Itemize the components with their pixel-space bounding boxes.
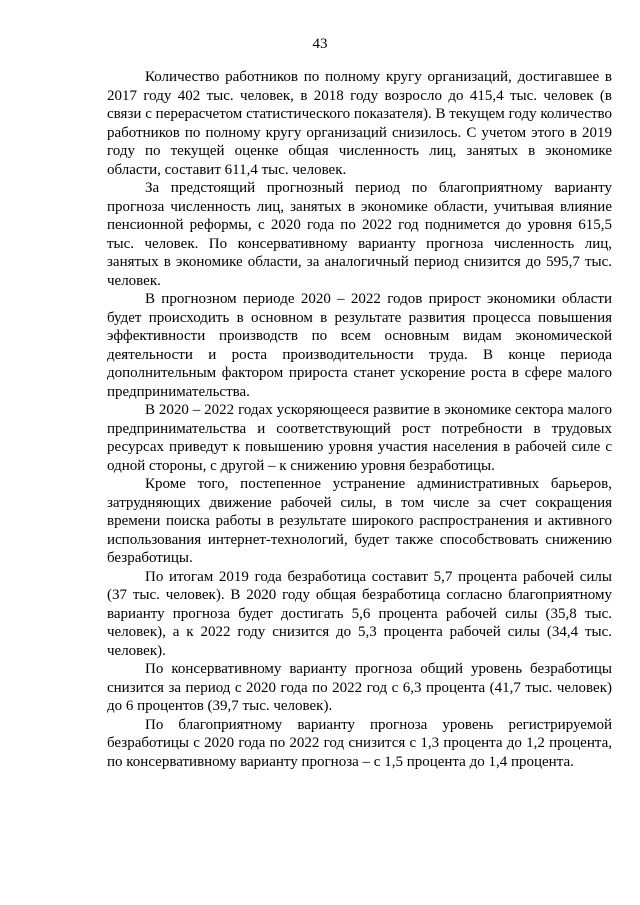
paragraph-unemployment-2019: По итогам 2019 года безработица составит 5,7 процента рабочей силы (37 тыс. человек). В 2020 году общая безработица согласно благоприятному варианту прогноза будет достигать 5,6 процента рабочей силы (35,8 тыс. человек), а к 2022 году снизится до 5,3 процента рабочей силы (34,4 тыс. человек). xyxy=(107,568,612,659)
document-body xyxy=(107,68,612,771)
paragraph-conservative-unemployment: По консервативному варианту прогноза общий уровень безработицы снизится за период с 2020 года по 2022 год с 6,3 процента (41,7 тыс. человек) до 6 процентов (39,7 тыс. человек). xyxy=(107,661,612,714)
paragraph-favorable-forecast-employment: За предстоящий прогнозный период по благоприятному варианту прогноза численность лиц, занятых в экономике области, учитывая влияние пенсионной реформы, с 2020 года по 2022 год поднимется до уровня 615,5 тыс. человек. По консервативному варианту прогноза численность лиц, занятых в экономике области, за аналогичный период снизится до 595,7 тыс. человек. xyxy=(107,180,612,289)
paragraph-administrative-barriers: Кроме того, постепенное устранение административных барьеров, затрудняющих движение рабочей силы, в том числе за счет сокращения времени поиска работы в результате широкого распространения и активного использования интернет-технологий, будет также способствовать снижению безработицы. xyxy=(107,476,612,566)
paragraph-small-business: В 2020 – 2022 годах ускоряющееся развитие в экономике сектора малого предпринимательства и соответствующий рост потребности в трудовых ресурсах приведут к повышению уровня участия населения в рабочей силе с одной стороны, с другой – к снижению уровня безработицы. xyxy=(107,402,612,474)
paragraph-employment-count: Количество работников по полному кругу организаций, достигавшее в 2017 году 402 тыс. человек, в 2018 году возросло до 415,4 тыс. человек (в связи с перерасчетом статистического показателя). В текущем году количество работников по полному кругу организаций снизилось. С учетом этого в 2019 году по текущей оценке общая численность лиц, занятых в экономике области, составит 611,4 тыс. человек. xyxy=(107,69,612,178)
page-number: 43 xyxy=(312,36,328,52)
paragraph-economic-growth: В прогнозном периоде 2020 – 2022 годов прирост экономики области будет происходить в основном в результате развития процесса повышения эффективности производств по всем основным видам экономической деятельности и роста производительности труда. В конце периода дополнительным фактором прироста станет ускорение роста в сфере малого предпринимательства. xyxy=(107,291,612,400)
paragraph-registered-unemployment: По благоприятному варианту прогноза уровень регистрируемой безработицы с 2020 года по 2022 год снизится с 1,3 процента до 1,2 процента, по консервативному варианту прогноза – с 1,5 процента до 1,4 процента. xyxy=(107,716,612,770)
